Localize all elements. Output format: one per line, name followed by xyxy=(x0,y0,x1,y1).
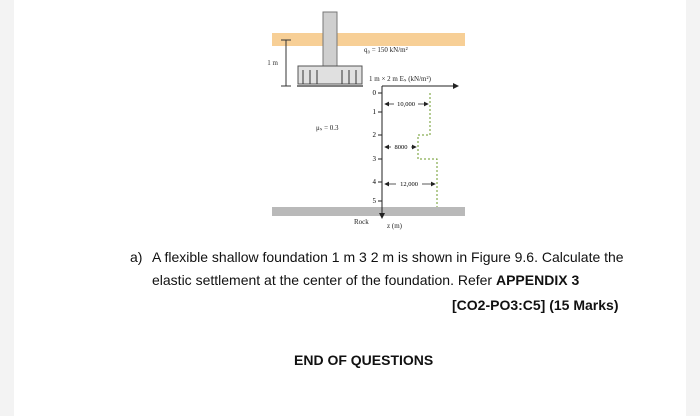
tick-4: 4 xyxy=(372,178,376,186)
tick-3: 3 xyxy=(372,155,376,163)
tick-5: 5 xyxy=(372,197,376,205)
question-prefix: a) xyxy=(130,249,143,265)
modulus-arrow-1 xyxy=(385,100,428,108)
modulus-arrow-2 xyxy=(385,143,416,151)
modulus-arrow-3 xyxy=(385,180,435,188)
rock-layer xyxy=(272,207,465,216)
tick-0: 0 xyxy=(372,89,376,97)
footing xyxy=(298,66,362,84)
rock-label: Rock xyxy=(354,218,369,226)
document-page xyxy=(14,0,686,416)
figure-9-6 xyxy=(14,0,686,241)
question-marks: [CO2-PO3:C5] (15 Marks) xyxy=(452,297,619,313)
appendix-reference: APPENDIX 3 xyxy=(495,272,580,288)
tick-2: 2 xyxy=(372,131,376,139)
end-of-questions: END OF QUESTIONS xyxy=(294,352,434,368)
size-modulus-label: 1 m × 2 m Eₛ (kN/m²) xyxy=(369,75,431,83)
depth-label: 1 m xyxy=(267,59,278,67)
modulus-value-3: 12,000 xyxy=(400,181,418,188)
modulus-value-1: 10,000 xyxy=(397,101,415,108)
tick-1: 1 xyxy=(372,108,376,116)
depth-ticks xyxy=(373,89,383,205)
poisson-label: μₛ = 0.3 xyxy=(316,124,339,132)
ground-surface-band xyxy=(272,33,465,46)
modulus-value-2: 8000 xyxy=(394,144,408,151)
z-label: z (m) xyxy=(387,222,402,230)
question-text-main: A flexible shallow foundation 1 m 3 2 m is shown in Figure 9.6. Calculate the elastic settlement at the center of the foundation. Refer xyxy=(152,249,624,288)
surcharge-label: q₀ = 150 kN/m² xyxy=(364,46,408,54)
foundation-diagram xyxy=(14,0,686,236)
modulus-profile xyxy=(418,93,437,207)
question-text xyxy=(152,246,647,292)
